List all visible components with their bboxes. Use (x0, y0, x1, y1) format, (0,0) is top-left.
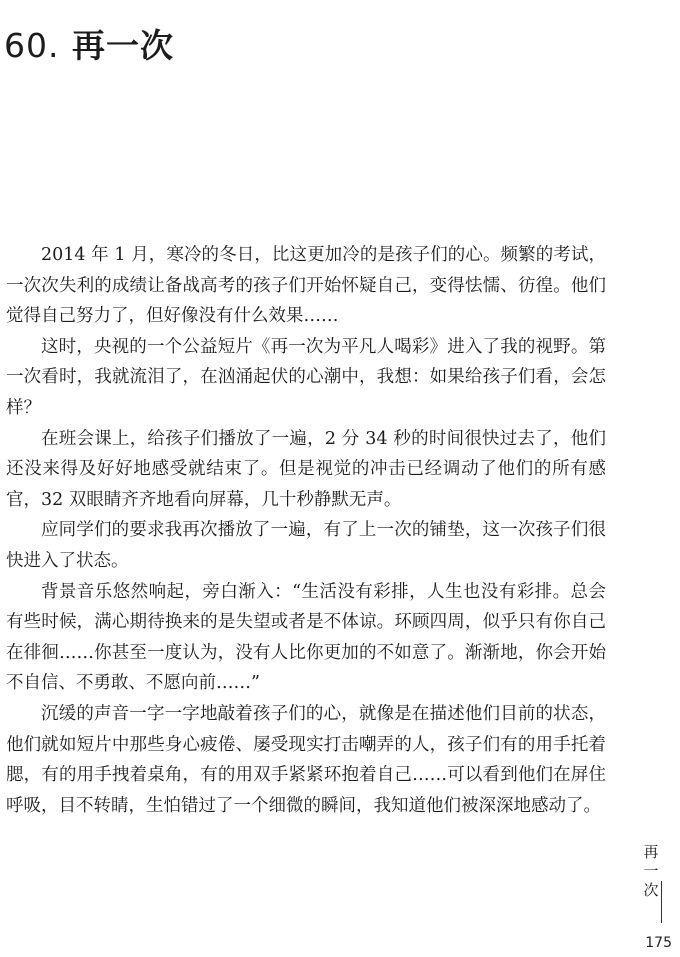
paragraph-5: 背景音乐悠然响起，旁白渐入：“生活没有彩排，人生也没有彩排。总会有些时候，满心期待换来的是失望或者是不体谅。环顾四周，似乎只有你自己在徘徊……你甚至一度认为，没有人比你更加的不如意了。渐渐地，你会开始不自信、不勇敢、不愿向前……” (6, 581, 606, 694)
running-head-rule (661, 881, 662, 923)
paragraph-3: 在班会课上，给孩子们播放了一遍，2 分 34 秒的时间很快过去了，他们还没来得及好好地感受就结束了。但是视觉的冲击已经调动了他们的所有感官，32 双眼睛齐齐地看向屏幕，几十秒静默无声。 (6, 428, 606, 510)
page-number: 175 (645, 935, 672, 951)
paragraph-2: 这时，央视的一个公益短片《再一次为平凡人喝彩》进入了我的视野。第一次看时，我就流泪了，在汹涌起伏的心潮中，我想：如果给孩子们看，会怎样？ (6, 336, 606, 418)
paragraph-1: 2014 年 1 月，寒冷的冬日，比这更加冷的是孩子们的心。频繁的考试，一次次失利的成绩让备战高考的孩子们开始怀疑自己，变得怯懦、彷徨。他们觉得自己努力了，但好像没有什么效果…… (6, 245, 606, 327)
chapter-number: 60. (4, 26, 60, 66)
paragraph-6: 沉缓的声音一字一字地敲着孩子们的心，就像是在描述他们目前的状态，他们就如短片中那些身心疲倦、屡受现实打击嘲弄的人，孩子们有的用手托着腮，有的用手拽着桌角，有的用双手紧紧环抱着自己……可以看到他们在屏住呼吸，目不转睛，生怕错过了一个细微的瞬间，我知道他们被深深地感动了。 (6, 703, 606, 816)
paragraph-4: 应同学们的要求我再次播放了一遍，有了上一次的铺垫，这一次孩子们很快进入了状态。 (6, 520, 606, 571)
chapter-title-text: 再一次 (71, 26, 174, 66)
body-text (6, 240, 606, 821)
chapter-title (4, 24, 174, 68)
running-head: 再一次 (643, 843, 659, 899)
